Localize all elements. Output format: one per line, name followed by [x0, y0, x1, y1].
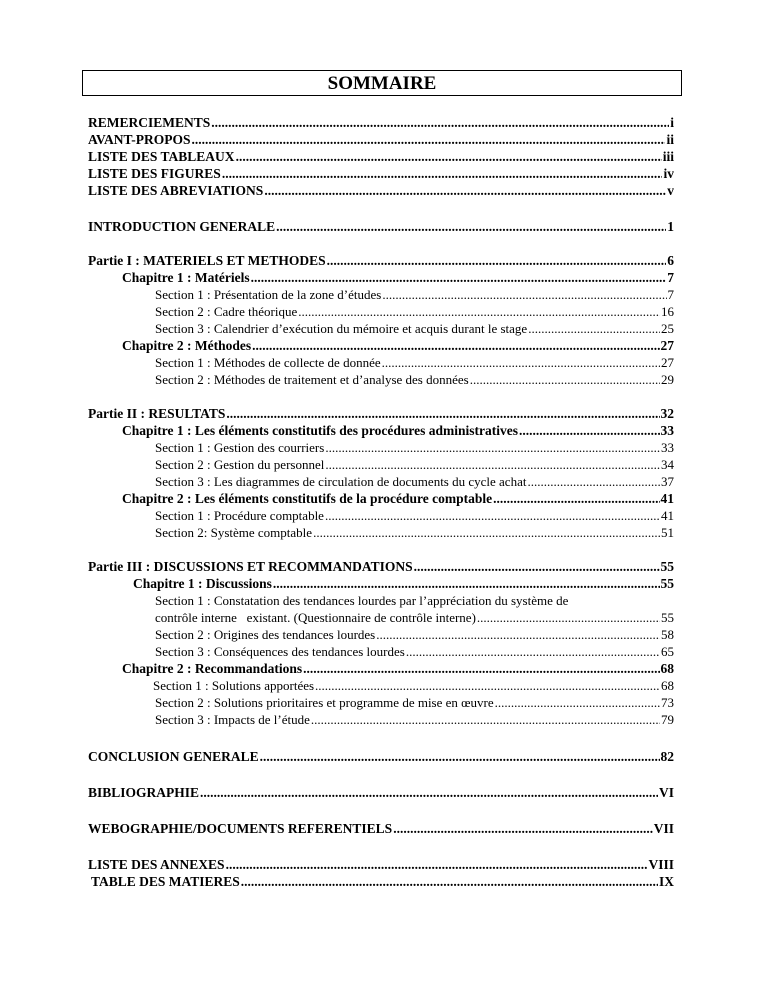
toc-entry-partie-1[interactable]	[88, 252, 674, 269]
toc-label: Chapitre 1 : Discussions	[133, 576, 272, 591]
toc-page: 29	[661, 372, 674, 387]
toc-entry-p2-c1-s2[interactable]	[88, 456, 674, 473]
toc-entry-p3-c1-s3[interactable]	[88, 643, 674, 660]
toc-label: Partie I : MATERIELS ET METHODES	[88, 253, 326, 268]
toc-page: ii	[666, 132, 674, 147]
toc-page: 73	[661, 695, 674, 710]
toc-page: i	[670, 115, 674, 130]
toc-label: Chapitre 2 : Méthodes	[122, 338, 252, 353]
toc-label-continued: contrôle interne existant. (Questionnaire de contrôle interne)	[155, 610, 476, 625]
toc-page: iii	[662, 149, 674, 164]
toc-entry-liste-figures[interactable]	[88, 165, 674, 182]
toc-entry-p2-c1-s3[interactable]	[88, 473, 674, 490]
toc-label: Section 3 : Calendrier d’exécution du mémoire et acquis durant le stage	[155, 321, 528, 336]
toc-page: 55	[660, 559, 674, 574]
toc-label: LISTE DES ABREVIATIONS	[88, 183, 264, 198]
toc-page: IX	[658, 874, 674, 889]
toc-label: Section 3 : Conséquences des tendances lourdes	[155, 644, 405, 659]
toc-entry-webographie[interactable]	[88, 820, 674, 837]
toc-page: 34	[661, 457, 674, 472]
toc-page: 65	[661, 644, 674, 659]
toc-entry-p2-c1-s1[interactable]	[88, 439, 674, 456]
toc-entry-p3-c1-s1[interactable]	[88, 592, 674, 626]
toc-label: Chapitre 1 : Les éléments constitutifs des procédures administratives	[122, 423, 518, 438]
toc-entry-p1-c1-s2[interactable]	[88, 303, 674, 320]
toc-label: TABLE DES MATIERES	[91, 874, 240, 889]
toc-label: CONCLUSION GENERALE	[88, 749, 259, 764]
toc-entry-liste-abreviations[interactable]	[88, 182, 674, 199]
toc-label: Section 1 : Procédure comptable	[155, 508, 324, 523]
toc-label: Section 2 : Cadre théorique	[155, 304, 298, 319]
toc-label: Section 1 : Solutions apportées	[153, 678, 315, 693]
toc-page: 33	[660, 423, 674, 438]
toc-label: Chapitre 2 : Les éléments constitutifs de la procédure comptable	[122, 491, 493, 506]
toc-page: 27	[660, 338, 674, 353]
page-title: SOMMAIRE	[82, 70, 682, 96]
toc-page: 82	[660, 749, 674, 764]
toc-page: 68	[660, 661, 674, 676]
toc-entry-p2-c2-s2[interactable]	[88, 524, 674, 541]
toc-label: Section 2 : Gestion du personnel	[155, 457, 325, 472]
toc-entry-p3-chap1[interactable]	[88, 575, 674, 592]
toc-label: AVANT-PROPOS	[88, 132, 191, 147]
toc-entry-p2-chap2[interactable]	[88, 490, 674, 507]
toc-entry-p3-c2-s2[interactable]	[88, 694, 674, 711]
toc-entry-p1-c1-s3[interactable]	[88, 320, 674, 337]
toc-page: VI	[658, 785, 674, 800]
toc-entry-table-matieres[interactable]	[88, 873, 674, 890]
toc-label: Section 2 : Origines des tendances lourdes	[155, 627, 376, 642]
toc-label: REMERCIEMENTS	[88, 115, 211, 130]
toc-page: 51	[661, 525, 674, 540]
toc-page: 6	[667, 253, 674, 268]
toc-label: LISTE DES TABLEAUX	[88, 149, 235, 164]
toc-page: 58	[661, 627, 674, 642]
toc-entry-p1-c1-s1[interactable]	[88, 286, 674, 303]
toc-entry-p1-c2-s1[interactable]	[88, 354, 674, 371]
toc-page: 37	[661, 474, 674, 489]
toc-page: 32	[660, 406, 674, 421]
toc-page: 33	[661, 440, 674, 455]
toc-entry-p3-c1-s2[interactable]	[88, 626, 674, 643]
toc-label: Chapitre 2 : Recommandations	[122, 661, 303, 676]
toc-page: VII	[653, 821, 674, 836]
toc-page: iv	[663, 166, 674, 181]
toc-page: 55	[661, 610, 674, 625]
toc-label: INTRODUCTION GENERALE	[88, 219, 276, 234]
toc-label: Section 1 : Gestion des courriers	[155, 440, 325, 455]
toc-entry-conclusion[interactable]	[88, 748, 674, 765]
toc-entry-p3-c2-s3[interactable]	[88, 711, 674, 728]
toc-entry-p2-chap1[interactable]	[88, 422, 674, 439]
toc-entry-p1-chap2[interactable]	[88, 337, 674, 354]
toc-label: Section 3 : Impacts de l’étude	[155, 712, 310, 727]
toc-entry-p3-c2-s1[interactable]	[88, 677, 674, 694]
toc-label: Section 2 : Solutions prioritaires et programme de mise en œuvre	[155, 695, 494, 710]
toc-label: Section 1 : Présentation de la zone d’études	[155, 287, 382, 302]
toc-label: Section 2 : Méthodes de traitement et d’analyse des données	[155, 372, 469, 387]
toc-entry-p3-chap2[interactable]	[88, 660, 674, 677]
toc-label: BIBLIOGRAPHIE	[88, 785, 200, 800]
toc-label: Partie II : RESULTATS	[88, 406, 226, 421]
toc-entry-introduction[interactable]	[88, 218, 674, 235]
toc-entry-p1-chap1[interactable]	[88, 269, 674, 286]
toc-page: 79	[661, 712, 674, 727]
toc-page: 1	[667, 219, 674, 234]
toc-page: v	[667, 183, 674, 198]
toc-page: 41	[660, 491, 674, 506]
toc-label: LISTE DES FIGURES	[88, 166, 221, 181]
toc-entry-bibliographie[interactable]	[88, 784, 674, 801]
toc-entry-p1-c2-s2[interactable]	[88, 371, 674, 388]
toc-page: 7	[667, 270, 674, 285]
table-of-contents	[88, 114, 674, 890]
toc-entry-remerciements[interactable]	[88, 114, 674, 131]
toc-label: Section 3 : Les diagrammes de circulation de documents du cycle achat	[155, 474, 527, 489]
toc-page: 16	[661, 304, 674, 319]
toc-page: VIII	[648, 857, 674, 872]
toc-label: Section 1 : Méthodes de collecte de donnée	[155, 355, 381, 370]
toc-label: Chapitre 1 : Matériels	[122, 270, 250, 285]
toc-page: 68	[661, 678, 674, 693]
toc-label: LISTE DES ANNEXES	[88, 857, 225, 872]
toc-entry-p2-c2-s1[interactable]	[88, 507, 674, 524]
toc-page: 41	[661, 508, 674, 523]
toc-page: 27	[661, 355, 674, 370]
toc-label: Section 2: Système comptable	[155, 525, 313, 540]
toc-page: 25	[661, 321, 674, 336]
toc-entry-partie-2[interactable]	[88, 405, 674, 422]
toc-page: 55	[660, 576, 674, 591]
toc-label: Partie III : DISCUSSIONS ET RECOMMANDATIONS	[88, 559, 413, 574]
toc-label: Section 1 : Constatation des tendances lourdes par l’appréciation du système de	[155, 593, 569, 608]
toc-entry-liste-annexes[interactable]	[88, 856, 674, 873]
toc-entry-liste-tableaux[interactable]	[88, 148, 674, 165]
toc-label: WEBOGRAPHIE/DOCUMENTS REFERENTIELS	[88, 821, 393, 836]
toc-page: 7	[667, 287, 674, 302]
toc-entry-partie-3[interactable]	[88, 558, 674, 575]
toc-entry-avant-propos[interactable]	[88, 131, 674, 148]
